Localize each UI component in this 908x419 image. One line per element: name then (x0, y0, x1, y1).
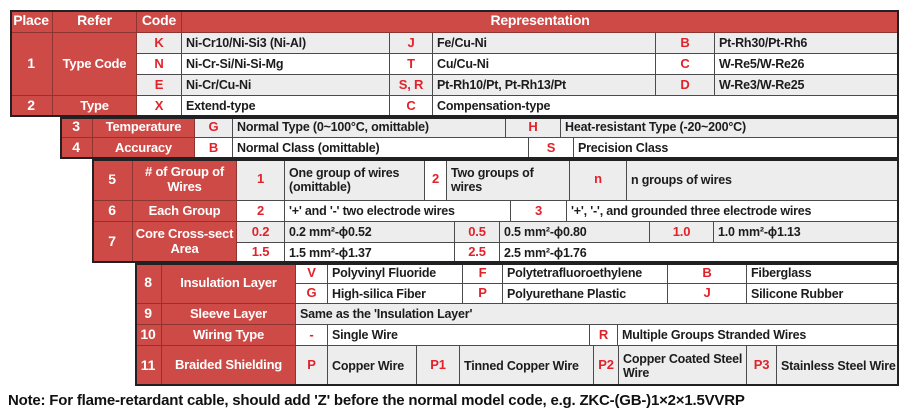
refer-temperature: Temperature (93, 117, 195, 138)
place-6: 6 (92, 201, 133, 222)
refer-group-of-wires: # of Group of Wires (133, 159, 237, 201)
rep-polyvinyl-fluoride: Polyvinyl Fluoride (328, 263, 463, 284)
code-three-electrode: 3 (511, 201, 567, 222)
rep-two-groups: Two groups of wires (447, 159, 570, 201)
rep-polyurethane: Polyurethane Plastic (503, 284, 668, 304)
code-p2: P2 (594, 346, 619, 386)
code-h-heat: H (506, 117, 561, 138)
header-representation: Representation (182, 10, 899, 33)
code-2-5: 2.5 (455, 243, 500, 263)
refer-accuracy: Accuracy (93, 138, 195, 159)
header-code: Code (137, 10, 182, 33)
rep-heat-resistant: Heat-resistant Type (-20~200°C) (561, 117, 899, 138)
code-g-normal: G (195, 117, 233, 138)
rep-two-electrode: '+' and '-' two electrode wires (285, 201, 511, 222)
rep-d: W-Re3/W-Re25 (715, 75, 899, 96)
code-two-electrode: 2 (237, 201, 285, 222)
code-b-normal-class: B (195, 138, 233, 159)
rep-n-groups: n groups of wires (627, 159, 899, 201)
place-4: 4 (60, 138, 93, 159)
code-1-5: 1.5 (237, 243, 285, 263)
header-place: Place (10, 10, 53, 33)
code-x: X (137, 96, 182, 117)
rep-stranded-wires: Multiple Groups Stranded Wires (618, 325, 899, 346)
rep-2-5: 2.5 mm²-ϕ1.76 (500, 243, 899, 263)
code-g-silica: G (296, 284, 328, 304)
rep-t: Cu/Cu-Ni (433, 54, 656, 75)
code-s-r: S, R (390, 75, 433, 96)
code-b-fiberglass: B (668, 263, 747, 284)
code-j-silicone: J (668, 284, 747, 304)
rep-0-2: 0.2 mm²-ϕ0.52 (285, 222, 455, 243)
rep-copper-wire: Copper Wire (328, 346, 417, 386)
rep-single-wire: Single Wire (328, 325, 590, 346)
code-one-group: 1 (237, 159, 285, 201)
rep-fiberglass: Fiberglass (747, 263, 899, 284)
place-11: 11 (135, 346, 162, 386)
code-r-stranded: R (590, 325, 618, 346)
rep-j: Fe/Cu-Ni (433, 33, 656, 54)
place-3: 3 (60, 117, 93, 138)
rep-ptfe: Polytetrafluoroethylene (503, 263, 668, 284)
code-p-polyurethane: P (463, 284, 503, 304)
code-0-5: 0.5 (455, 222, 500, 243)
code-t: T (390, 54, 433, 75)
code-s-precision: S (529, 138, 574, 159)
rep-precision-class: Precision Class (574, 138, 899, 159)
rep-three-electrode: '+', '-', and grounded three electrode wires (567, 201, 899, 222)
code-b: B (656, 33, 715, 54)
place-5: 5 (92, 159, 133, 201)
rep-copper-coated-steel: Copper Coated Steel Wire (619, 346, 747, 386)
rep-b: Pt-Rh30/Pt-Rh6 (715, 33, 899, 54)
place-2: 2 (10, 96, 53, 117)
place-8: 8 (135, 263, 162, 304)
code-c: C (656, 54, 715, 75)
refer-type: Type (53, 96, 137, 117)
refer-sleeve-layer: Sleeve Layer (162, 304, 296, 325)
rep-e: Ni-Cr/Cu-Ni (182, 75, 390, 96)
code-two-groups: 2 (425, 159, 447, 201)
place-7: 7 (92, 222, 133, 263)
code-n: N (137, 54, 182, 75)
header-refer: Refer (53, 10, 137, 33)
rep-high-silica: High-silica Fiber (328, 284, 463, 304)
rep-c: W-Re5/W-Re26 (715, 54, 899, 75)
code-k: K (137, 33, 182, 54)
rep-k: Ni-Cr10/Ni-Si3 (Ni-Al) (182, 33, 390, 54)
code-single-wire: - (296, 325, 328, 346)
rep-extend-type: Extend-type (182, 96, 390, 117)
refer-type-code: Type Code (53, 33, 137, 96)
place-9: 9 (135, 304, 162, 325)
rep-sleeve-same: Same as the 'Insulation Layer' (296, 304, 899, 325)
refer-braided-shielding: Braided Shielding (162, 346, 296, 386)
code-f: F (463, 263, 503, 284)
code-d: D (656, 75, 715, 96)
code-p1: P1 (417, 346, 460, 386)
rep-silicone-rubber: Silicone Rubber (747, 284, 899, 304)
rep-one-group: One group of wires (omittable) (285, 159, 425, 201)
rep-compensation-type: Compensation-type (433, 96, 899, 117)
refer-insulation-layer: Insulation Layer (162, 263, 296, 304)
code-p3: P3 (747, 346, 777, 386)
code-e: E (137, 75, 182, 96)
rep-s-r: Pt-Rh10/Pt, Pt-Rh13/Pt (433, 75, 656, 96)
rep-normal-class: Normal Class (omittable) (233, 138, 529, 159)
code-p-copper: P (296, 346, 328, 386)
code-v: V (296, 263, 328, 284)
rep-1-0: 1.0 mm²-ϕ1.13 (714, 222, 899, 243)
code-1-0: 1.0 (650, 222, 714, 243)
code-0-2: 0.2 (237, 222, 285, 243)
place-10: 10 (135, 325, 162, 346)
code-j: J (390, 33, 433, 54)
rep-normal-type: Normal Type (0~100°C, omittable) (233, 117, 506, 138)
rep-stainless-steel: Stainless Steel Wire (777, 346, 899, 386)
rep-1-5: 1.5 mm²-ϕ1.37 (285, 243, 455, 263)
rep-tinned-copper: Tinned Copper Wire (460, 346, 594, 386)
place-1: 1 (10, 33, 53, 96)
refer-core-cross-sect: Core Cross-sect Area (133, 222, 237, 263)
footnote: Note: For flame-retardant cable, should add 'Z' before the normal model code, e.g. ZKC-(GB-)1×2×1.5VVRP (8, 392, 745, 409)
rep-n: Ni-Cr-Si/Ni-Si-Mg (182, 54, 390, 75)
code-n-groups: n (570, 159, 627, 201)
refer-each-group: Each Group (133, 201, 237, 222)
code-c-compensation: C (390, 96, 433, 117)
refer-wiring-type: Wiring Type (162, 325, 296, 346)
rep-0-5: 0.5 mm²-ϕ0.80 (500, 222, 650, 243)
